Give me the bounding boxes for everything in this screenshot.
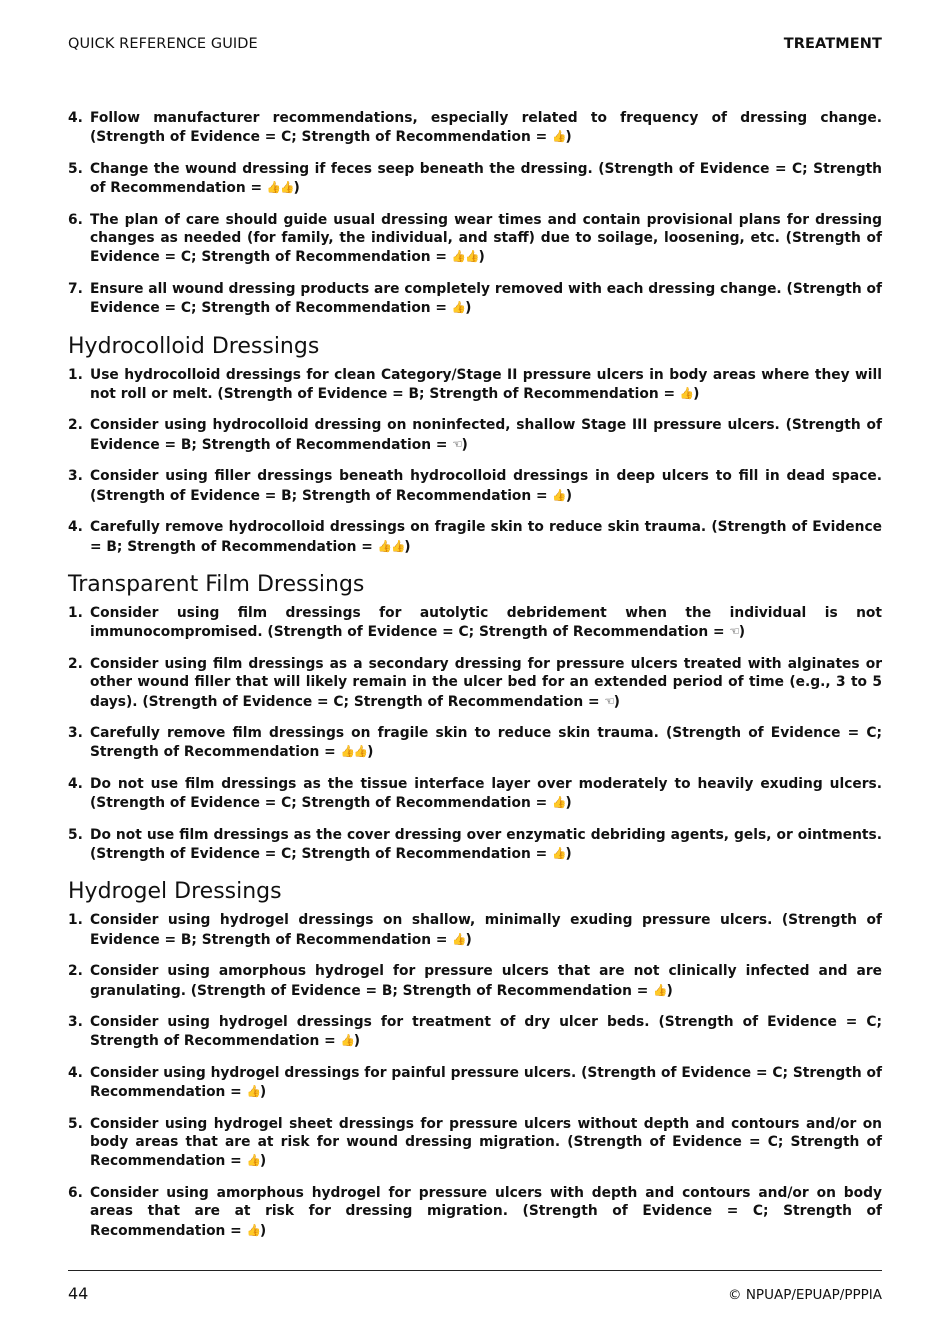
thumbs-up-icon: 👍 [552, 795, 566, 810]
header-section-title: TREATMENT [783, 36, 882, 52]
item-text: Consider using film dressings for autolytic debridement when the individual is not immunocompromised. (Strength of Evidence = C; Strength of Recommendation = [90, 604, 882, 641]
list-item: 3. Consider using filler dressings beneath hydrocolloid dressings in deep ulcers to fill in dead space. (Strength of Evidence = B; Strength of Recommendation = 👍) [68, 468, 882, 504]
item-text: Consider using film dressings as a secondary dressing for pressure ulcers treated with alginates or other wound filler that will likely remain in the ulcer bed for an extended period of time (e.g., 3 to 5 days). (Strength of Evidence = C; Strength of Recommendation = [90, 655, 882, 710]
item-number: 3. [68, 1014, 83, 1030]
item-text: Consider using hydrocolloid dressing on noninfected, shallow Stage III pressure ulcers. (Strength of Evidence = B; Strength of Recommendation = [90, 417, 882, 453]
item-number: 2. [68, 417, 83, 434]
list-item: 2. Consider using film dressings as a secondary dressing for pressure ulcers treated with alginates or other wound filler that will likely remain in the ulcer bed for an extended period of time (e.g., 3 to 5 days). (Strength of Evidence = C; Strength of Recommendation = ☜) [68, 655, 882, 710]
item-number: 4. [68, 1064, 83, 1081]
section-heading-transparent-film: Transparent Film Dressings [68, 571, 365, 597]
list-item: 1. Consider using hydrogel dressings on shallow, minimally exuding pressure ulcers. (Strength of Evidence = B; Strength of Recommendation = 👍) [68, 912, 882, 948]
item-text: Consider using hydrogel sheet dressings for pressure ulcers without depth and contours and/or on body areas that are at risk for wound dressing migration. (Strength of Evidence = C; Strength of Recommendation = [90, 1115, 882, 1170]
hydrogel-recommendation-list [68, 911, 882, 1240]
item-number: 6. [68, 211, 83, 228]
list-item: 7. Ensure all wound dressing products are completely removed with each dressing change. (Strength of Evidence = C; Strength of Recommendation = 👍) [68, 280, 882, 317]
section-heading-hydrocolloid: Hydrocolloid Dressings [68, 333, 320, 359]
double-thumbs-up-icon: 👍👍 [266, 180, 294, 195]
item-number: 5. [68, 826, 83, 843]
page-number: 44 [68, 1284, 89, 1303]
item-number: 7. [68, 280, 83, 297]
item-text: Carefully remove film dressings on fragile skin to reduce skin trauma. (Strength of Evidence = C; Strength of Recommendation = [90, 724, 882, 761]
list-item: 1. Use hydrocolloid dressings for clean Category/Stage II pressure ulcers in body areas where they will not roll or melt. (Strength of Evidence = B; Strength of Recommendation = 👍) [68, 366, 882, 403]
thumbs-up-icon: 👍 [552, 487, 566, 502]
double-thumbs-up-icon: 👍👍 [451, 249, 479, 264]
hydrocolloid-recommendation-list [68, 366, 882, 556]
list-item: 5. Consider using hydrogel sheet dressings for pressure ulcers without depth and contours and/or on body areas that are at risk for wound dressing migration. (Strength of Evidence = C; Strength of Recommendation = 👍) [68, 1115, 882, 1170]
list-item: 4. Do not use film dressings as the tissue interface layer over moderately to heavily exuding ulcers. (Strength of Evidence = C; Strength of Recommendation = 👍) [68, 775, 882, 812]
list-item: 3. Consider using hydrogel dressings for treatment of dry ulcer beds. (Strength of Evidence = C; Strength of Recommendation = 👍) [68, 1014, 882, 1050]
item-text: Consider using amorphous hydrogel for pressure ulcers with depth and contours and/or on body areas that are at risk for dressing migration. (Strength of Evidence = C; Strength of Recommendation = [90, 1184, 882, 1239]
thumbs-up-icon: 👍 [340, 1033, 354, 1048]
thumbs-up-icon: 👍 [246, 1222, 260, 1237]
item-number: 1. [68, 912, 83, 929]
thumbs-up-icon: 👍 [552, 845, 566, 860]
item-text: Consider using hydrogel dressings on shallow, minimally exuding pressure ulcers. (Strength of Evidence = B; Strength of Recommendation = [90, 912, 882, 948]
item-number: 5. [68, 160, 83, 177]
item-text: Follow manufacturer recommendations, especially related to frequency of dressing change. (Strength of Evidence = C; Strength of Recommendation = [90, 110, 882, 146]
pointing-hand-icon: ☜ [604, 693, 614, 708]
list-item: 5. Change the wound dressing if feces seep beneath the dressing. (Strength of Evidence = C; Strength of Recommendation = 👍👍) [68, 160, 882, 197]
item-text: The plan of care should guide usual dressing wear times and contain provisional plans for dressing changes as needed (for family, the individual, and staff) due to soilage, loosening, etc. (Strength of Evidence = C; Strength of Recommendation = [90, 211, 882, 266]
item-text: Consider using filler dressings beneath hydrocolloid dressings in deep ulcers to fill in dead space. (Strength of Evidence = B; Strength of Recommendation = [90, 468, 882, 504]
thumbs-up-icon: 👍 [246, 1084, 260, 1099]
page-header [68, 36, 882, 58]
item-number: 6. [68, 1184, 83, 1201]
thumbs-up-icon: 👍 [246, 1153, 260, 1168]
list-item: 5. Do not use film dressings as the cover dressing over enzymatic debriding agents, gels, or ointments. (Strength of Evidence = C; Strength of Recommendation = 👍) [68, 826, 882, 862]
item-number: 2. [68, 655, 83, 672]
list-item: 2. Consider using amorphous hydrogel for pressure ulcers that are not clinically infected and are granulating. (Strength of Evidence = B; Strength of Recommendation = 👍) [68, 963, 882, 999]
item-number: 5. [68, 1115, 83, 1132]
item-text: Consider using hydrogel dressings for painful pressure ulcers. (Strength of Evidence = C; Strength of Recommendation = [90, 1064, 882, 1101]
list-item: 4. Consider using hydrogel dressings for painful pressure ulcers. (Strength of Evidence = C; Strength of Recommendation = 👍) [68, 1064, 882, 1101]
list-item: 6. The plan of care should guide usual dressing wear times and contain provisional plans for dressing changes as needed (for family, the individual, and staff) due to soilage, loosening, etc. (Strength of Evidence = C; Strength of Recommendation = 👍👍) [68, 211, 882, 266]
item-number: 1. [68, 604, 83, 621]
thumbs-up-icon: 👍 [653, 982, 667, 997]
film-recommendation-list [68, 604, 882, 863]
page-content [68, 109, 882, 1253]
thumbs-up-icon: 👍 [552, 129, 566, 144]
double-thumbs-up-icon: 👍👍 [377, 538, 405, 553]
list-item: 6. Consider using amorphous hydrogel for pressure ulcers with depth and contours and/or on body areas that are at risk for dressing migration. (Strength of Evidence = C; Strength of Recommendation = 👍) [68, 1184, 882, 1239]
item-text: Do not use film dressings as the cover dressing over enzymatic debriding agents, gels, or ointments. (Strength of Evidence = C; Strength of Recommendation = [90, 826, 882, 862]
item-number: 4. [68, 775, 83, 792]
item-number: 1. [68, 366, 83, 383]
item-text: Consider using amorphous hydrogel for pressure ulcers that are not clinically infected and are granulating. (Strength of Evidence = B; Strength of Recommendation = [90, 963, 882, 999]
double-thumbs-up-icon: 👍👍 [340, 744, 368, 759]
item-number: 3. [68, 724, 83, 741]
item-number: 4. [68, 519, 83, 536]
section-heading-hydrogel: Hydrogel Dressings [68, 879, 282, 905]
thumbs-up-icon: 👍 [452, 931, 466, 946]
pointing-hand-icon: ☜ [729, 624, 739, 639]
item-text: Carefully remove hydrocolloid dressings on fragile skin to reduce skin trauma. (Strength of Evidence = B; Strength of Recommendation = [90, 519, 882, 555]
list-item: 4. Follow manufacturer recommendations, especially related to frequency of dressing change. (Strength of Evidence = C; Strength of Recommendation = 👍) [68, 110, 882, 146]
copyright-notice: © NPUAP/EPUAP/PPPIA [728, 1287, 882, 1303]
item-number: 3. [68, 468, 83, 485]
item-text: Change the wound dressing if feces seep beneath the dressing. (Strength of Evidence = C; Strength of Recommendation = [90, 160, 882, 197]
intro-recommendation-list [68, 109, 882, 318]
item-text: Do not use film dressings as the tissue interface layer over moderately to heavily exuding ulcers. (Strength of Evidence = C; Strength of Recommendation = [90, 775, 882, 812]
thumbs-up-icon: 👍 [451, 300, 466, 315]
item-number: 2. [68, 963, 83, 980]
item-text: Ensure all wound dressing products are completely removed with each dressing change. (Strength of Evidence = C; Strength of Recommendation = [90, 280, 882, 317]
item-text: Use hydrocolloid dressings for clean Category/Stage II pressure ulcers in body areas where they will not roll or melt. (Strength of Evidence = B; Strength of Recommendation = [90, 366, 882, 403]
list-item: 1. Consider using film dressings for autolytic debridement when the individual is not immunocompromised. (Strength of Evidence = C; Strength of Recommendation = ☜) [68, 604, 882, 641]
item-text: Consider using hydrogel dressings for treatment of dry ulcer beds. (Strength of Evidence = C; Strength of Recommendation = [90, 1014, 882, 1050]
pointing-hand-icon: ☜ [452, 436, 462, 451]
thumbs-up-icon: 👍 [679, 386, 694, 401]
header-guide-title: QUICK REFERENCE GUIDE [68, 36, 258, 52]
list-item: 3. Carefully remove film dressings on fragile skin to reduce skin trauma. (Strength of Evidence = C; Strength of Recommendation = 👍👍) [68, 724, 882, 761]
list-item: 4. Carefully remove hydrocolloid dressings on fragile skin to reduce skin trauma. (Strength of Evidence = B; Strength of Recommendation = 👍👍) [68, 519, 882, 555]
item-number: 4. [68, 110, 83, 126]
footer-divider [68, 1270, 882, 1271]
list-item: 2. Consider using hydrocolloid dressing on noninfected, shallow Stage III pressure ulcers. (Strength of Evidence = B; Strength of Recommendation = ☜) [68, 417, 882, 453]
